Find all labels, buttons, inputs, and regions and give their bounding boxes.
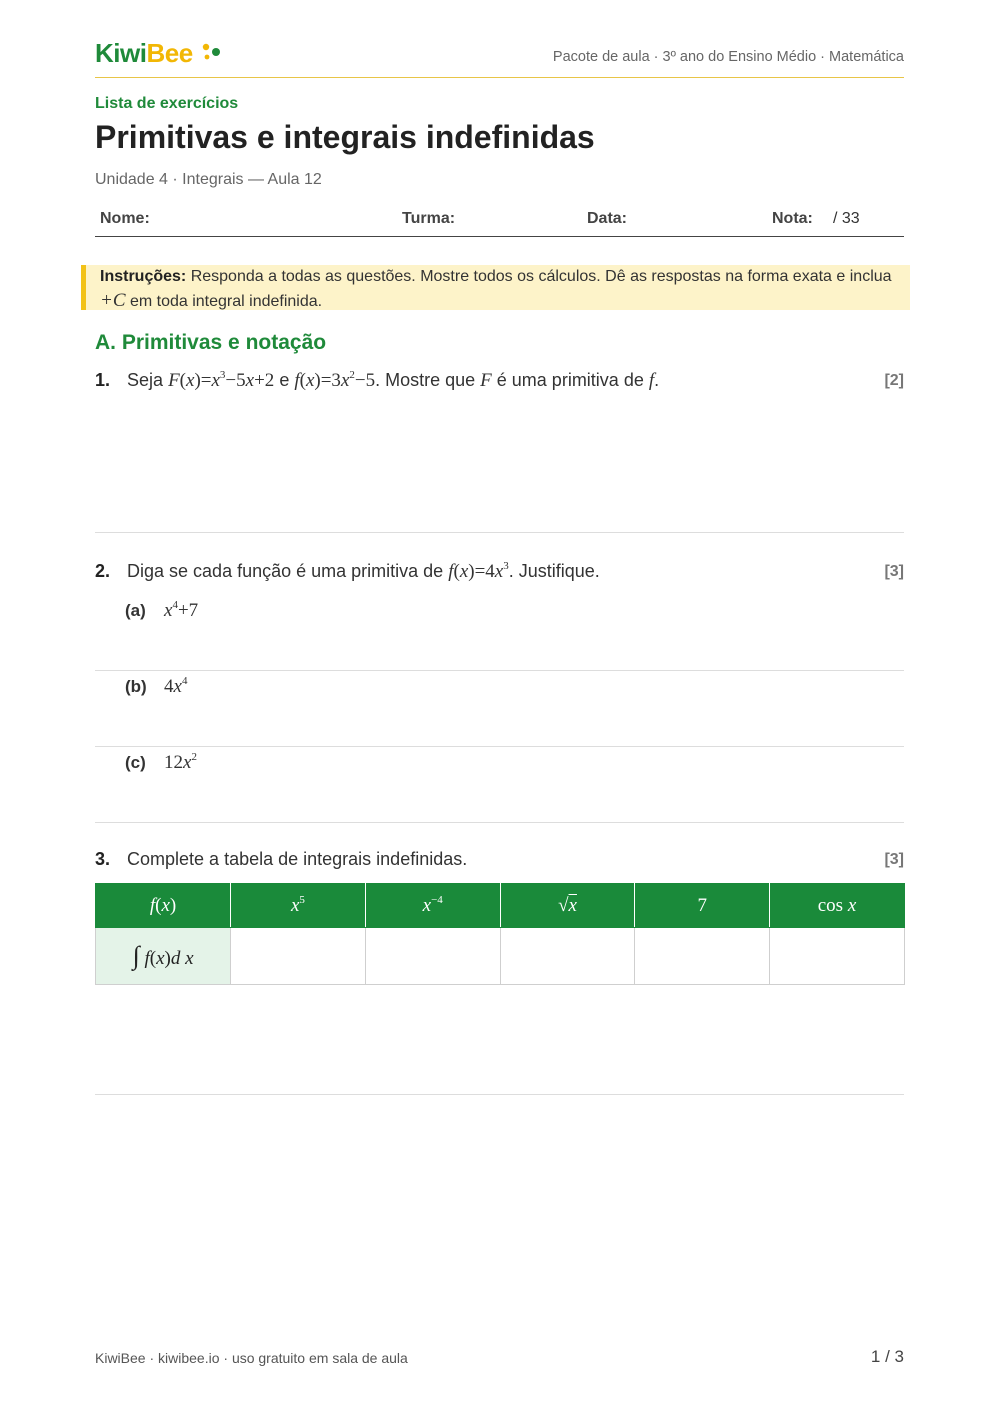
question-marks: [3] (884, 563, 904, 580)
math-sqrt-x: √x (558, 894, 577, 916)
question-marks: [3] (884, 851, 904, 868)
question-text: . Mostre que (375, 370, 476, 390)
question-1 (95, 370, 904, 392)
instructions-text: Responda a todas as questões. Mostre todos os cálculos. Dê as respostas na forma exata e inclua (190, 268, 892, 285)
math-4x4: $4x^4$ (164, 675, 188, 697)
math-seven: 7 (697, 894, 707, 916)
page-number: 1 / 3 (870, 1347, 904, 1366)
answer-cell[interactable] (231, 928, 366, 985)
question-text: Complete a tabela de integrais indefinidas. (127, 849, 468, 869)
answer-line (95, 532, 904, 533)
question-number: 1. (95, 370, 111, 390)
question-2-part-c (125, 752, 197, 774)
question-text: . Justifique. (508, 561, 600, 581)
part-label: (b) (125, 677, 147, 696)
header-divider (95, 77, 904, 78)
answer-line (95, 746, 904, 747)
question-2 (95, 561, 904, 583)
math-f-4x3: $f(x)=4x^3$ (448, 560, 509, 582)
table-row-head (96, 928, 231, 985)
math-f: f (648, 370, 655, 391)
instructions-callout (81, 265, 910, 310)
logo-text-kiwi: Kiwi (95, 38, 147, 68)
worksheet-kicker: Lista de exercícios (95, 95, 239, 112)
worksheet-page (95, 0, 904, 1413)
class-field-label: Turma: (402, 210, 456, 227)
question-text: Diga se cada função é uma primitiva de (127, 561, 444, 581)
instructions-label: Instruções: (100, 268, 187, 285)
question-text: . (654, 370, 660, 390)
footer-credit: KiwiBee · kiwibee.io · uso gratuito em sala de aula (95, 1350, 408, 1366)
table-header-cell (500, 884, 635, 928)
grade-total: / 33 (833, 210, 860, 227)
math-x4-plus-7: $x^4+7$ (164, 599, 199, 621)
table-header-cell (96, 884, 231, 928)
answer-line (95, 670, 904, 671)
table-header-cell (770, 884, 905, 928)
question-text: é uma primitiva de (496, 370, 644, 390)
worksheet-subtitle: Unidade 4 · Integrais — Aula 12 (95, 171, 322, 188)
table-header-row (96, 884, 905, 928)
logo-dots-icon (200, 43, 224, 63)
table-header-cell (365, 884, 500, 928)
question-marks: [2] (884, 372, 904, 389)
table-header-cell (231, 884, 366, 928)
question-number: 2. (95, 561, 111, 581)
header-meta: Pacote de aula · 3º ano do Ensino Médio · Matemática (552, 49, 904, 65)
math-x-minus4: $x^{-4}$ (422, 893, 443, 916)
section-heading-a: A. Primitivas e notação (95, 331, 327, 354)
math-12x2: $12x^2$ (164, 751, 197, 773)
kiwibee-logo (95, 38, 193, 69)
math-cos-x: cos x (817, 894, 857, 916)
grade-field-label: Nota: (772, 210, 813, 227)
answer-cell[interactable] (635, 928, 770, 985)
logo-text-bee: Bee (146, 38, 193, 68)
math-f-definition: $f(x)=3x^2-5$ (294, 369, 376, 391)
answer-cell[interactable] (365, 928, 500, 985)
math-x5: $x^5$ (290, 893, 305, 916)
answer-line (95, 1094, 904, 1095)
math-F: F (480, 370, 492, 391)
question-text: e (279, 370, 290, 390)
part-label: (a) (125, 601, 146, 620)
question-2-part-b (125, 676, 187, 698)
table-header-cell (635, 884, 770, 928)
page-title: Primitivas e integrais indefinidas (95, 119, 595, 155)
integrals-table (95, 883, 905, 985)
date-field-label: Data: (587, 210, 628, 227)
question-text: Seja (127, 370, 164, 390)
table-row (96, 928, 905, 985)
math-integral-f-dx: ∫ f(x)d x (132, 941, 194, 970)
math-f-of-x: f(x) (149, 894, 177, 916)
answer-cell[interactable] (500, 928, 635, 985)
question-number: 3. (95, 849, 111, 869)
part-label: (c) (125, 753, 146, 772)
plus-c-math: +C (100, 290, 126, 311)
math-F-definition: $F(x)=x^3-5x+2$ (168, 369, 275, 391)
question-3 (95, 849, 904, 870)
answer-cell[interactable] (770, 928, 905, 985)
student-info-fields (95, 200, 904, 237)
instructions-text-end: em toda integral indefinida. (129, 293, 323, 310)
name-field-label: Nome: (100, 210, 150, 227)
question-2-part-a (125, 600, 198, 622)
answer-line (95, 822, 904, 823)
